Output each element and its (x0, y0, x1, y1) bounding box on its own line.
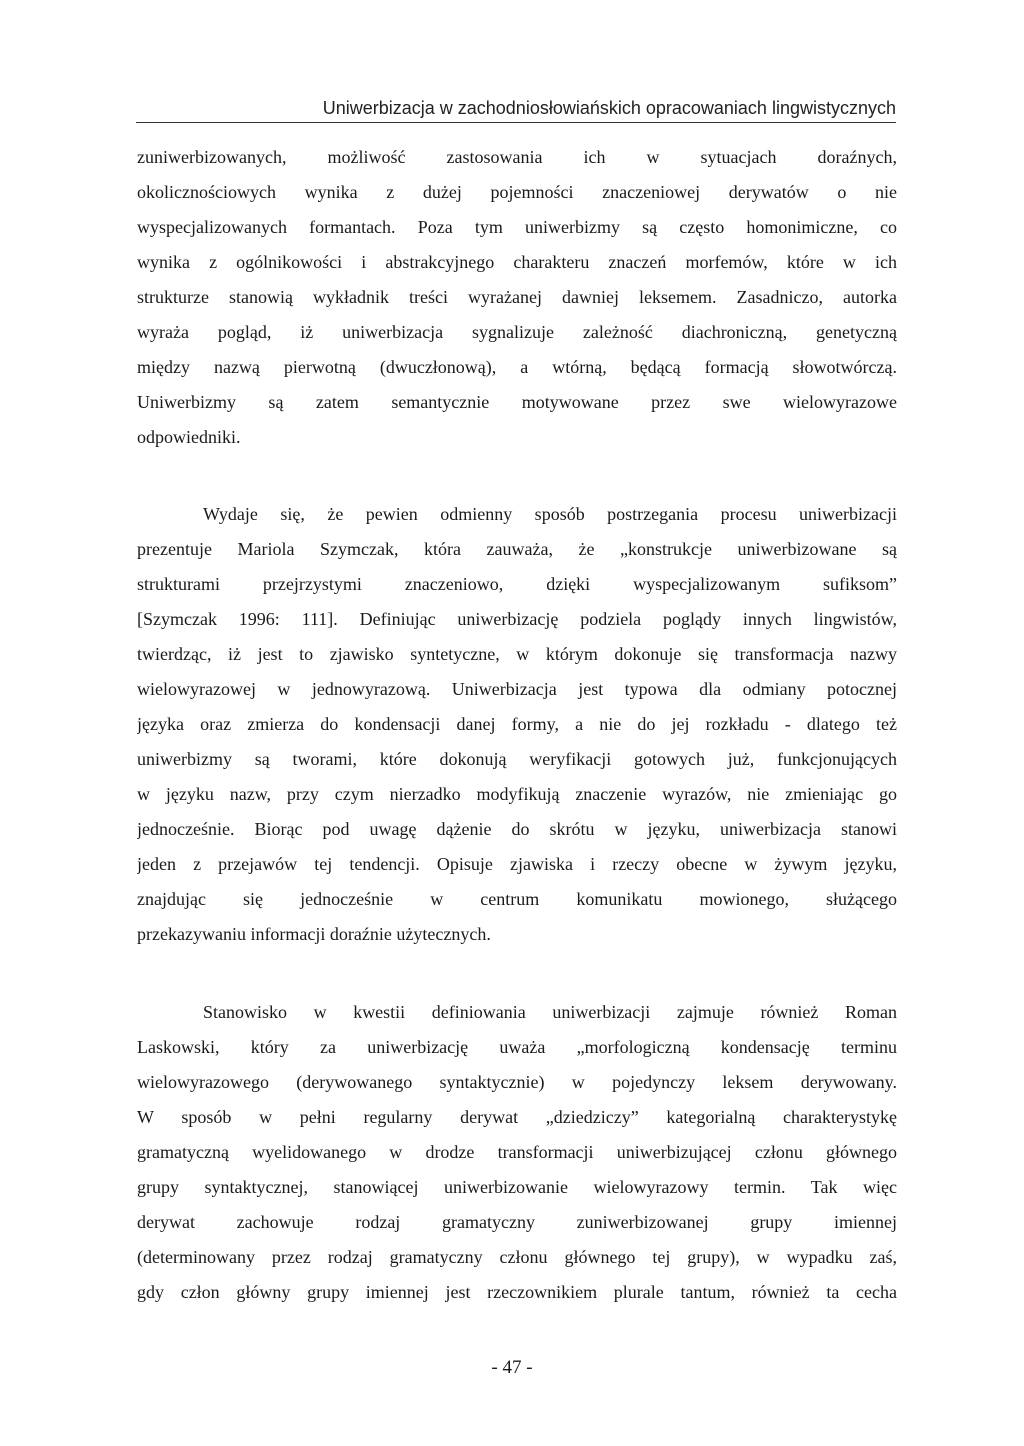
text-line: między nazwą pierwotną (dwuczłonową), a wtórną, będącą formacją słowotwórczą. (137, 357, 897, 377)
text-line: uniwerbizmy są tworami, które dokonują weryfikacji gotowych już, funkcjonujących (137, 749, 897, 769)
text-line: derywat zachowuje rodzaj gramatyczny zuniwerbizowanej grupy imiennej (137, 1212, 897, 1232)
text-line: twierdząc, iż jest to zjawisko syntetyczne, w którym dokonuje się transformacja nazwy (137, 644, 897, 664)
paragraph-3 (137, 995, 897, 1310)
paragraph-2 (137, 497, 897, 952)
text-line: strukturami przejrzystymi znaczeniowo, dzięki wyspecjalizowanym sufiksom” (137, 574, 897, 594)
text-line: strukturze stanowią wykładnik treści wyrażanej dawniej leksemem. Zasadniczo, autorka (137, 287, 897, 307)
text-line: Laskowski, który za uniwerbizację uważa „morfologiczną kondensację terminu (137, 1037, 897, 1057)
text-line: gdy człon główny grupy imiennej jest rzeczownikiem plurale tantum, również ta cecha (137, 1282, 897, 1302)
text-line: gramatyczną wyelidowanego w drodze transformacji uniwerbizującej członu głównego (137, 1142, 897, 1162)
running-header: Uniwerbizacja w zachodniosłowiańskich opracowaniach lingwistycznych (322, 98, 896, 118)
text-line-indented: Wydaje się, że pewien odmienny sposób postrzegania procesu uniwerbizacji (203, 504, 897, 524)
text-line: wyraża pogląd, iż uniwerbizacja sygnalizuje zależność diachroniczną, genetyczną (137, 322, 897, 342)
text-line: Uniwerbizmy są zatem semantycznie motywowane przez swe wielowyrazowe (137, 392, 897, 412)
text-line: okolicznościowych wynika z dużej pojemności znaczeniowej derywatów o nie (137, 182, 897, 202)
text-line: [Szymczak 1996: 111]. Definiując uniwerbizację podziela poglądy innych lingwistów, (137, 609, 897, 629)
text-line: przekazywaniu informacji doraźnie użytecznych. (137, 924, 491, 944)
text-line: zuniwerbizowanych, możliwość zastosowania ich w sytuacjach doraźnych, (137, 147, 897, 167)
text-line: prezentuje Mariola Szymczak, która zauważa, że „konstrukcje uniwerbizowane są (137, 539, 897, 559)
text-line: wielowyrazowej w jednowyrazową. Uniwerbizacja jest typowa dla odmiany potocznej (137, 679, 897, 699)
header-rule (136, 122, 896, 123)
text-line-indented: Stanowisko w kwestii definiowania uniwerbizacji zajmuje również Roman (203, 1002, 897, 1022)
text-line: (determinowany przez rodzaj gramatyczny członu głównego tej grupy), w wypadku zaś, (137, 1247, 897, 1267)
text-line: wynika z ogólnikowości i abstrakcyjnego charakteru znaczeń morfemów, które w ich (137, 252, 897, 272)
page-number: - 47 - (491, 1357, 533, 1378)
text-line: jednocześnie. Biorąc pod uwagę dążenie do skrótu w języku, uniwerbizacja stanowi (137, 819, 897, 839)
text-line: wielowyrazowego (derywowanego syntaktycznie) w pojedynczy leksem derywowany. (137, 1072, 897, 1092)
text-line: wyspecjalizowanych formantach. Poza tym uniwerbizmy są często homonimiczne, co (137, 217, 897, 237)
paragraph-1 (137, 140, 897, 455)
text-line: odpowiedniki. (137, 427, 241, 447)
text-line: W sposób w pełni regularny derywat „dziedziczy” kategorialną charakterystykę (137, 1107, 897, 1127)
text-line: w języku nazw, przy czym nierzadko modyfikują znaczenie wyrazów, nie zmieniając go (137, 784, 897, 804)
text-line: grupy syntaktycznej, stanowiącej uniwerbizowanie wielowyrazowy termin. Tak więc (137, 1177, 897, 1197)
text-line: języka oraz zmierza do kondensacji danej formy, a nie do jej rozkładu - dlatego też (137, 714, 897, 734)
text-line: jeden z przejawów tej tendencji. Opisuje zjawiska i rzeczy obecne w żywym języku, (137, 854, 897, 874)
text-line: znajdując się jednocześnie w centrum komunikatu mowionego, służącego (137, 889, 897, 909)
